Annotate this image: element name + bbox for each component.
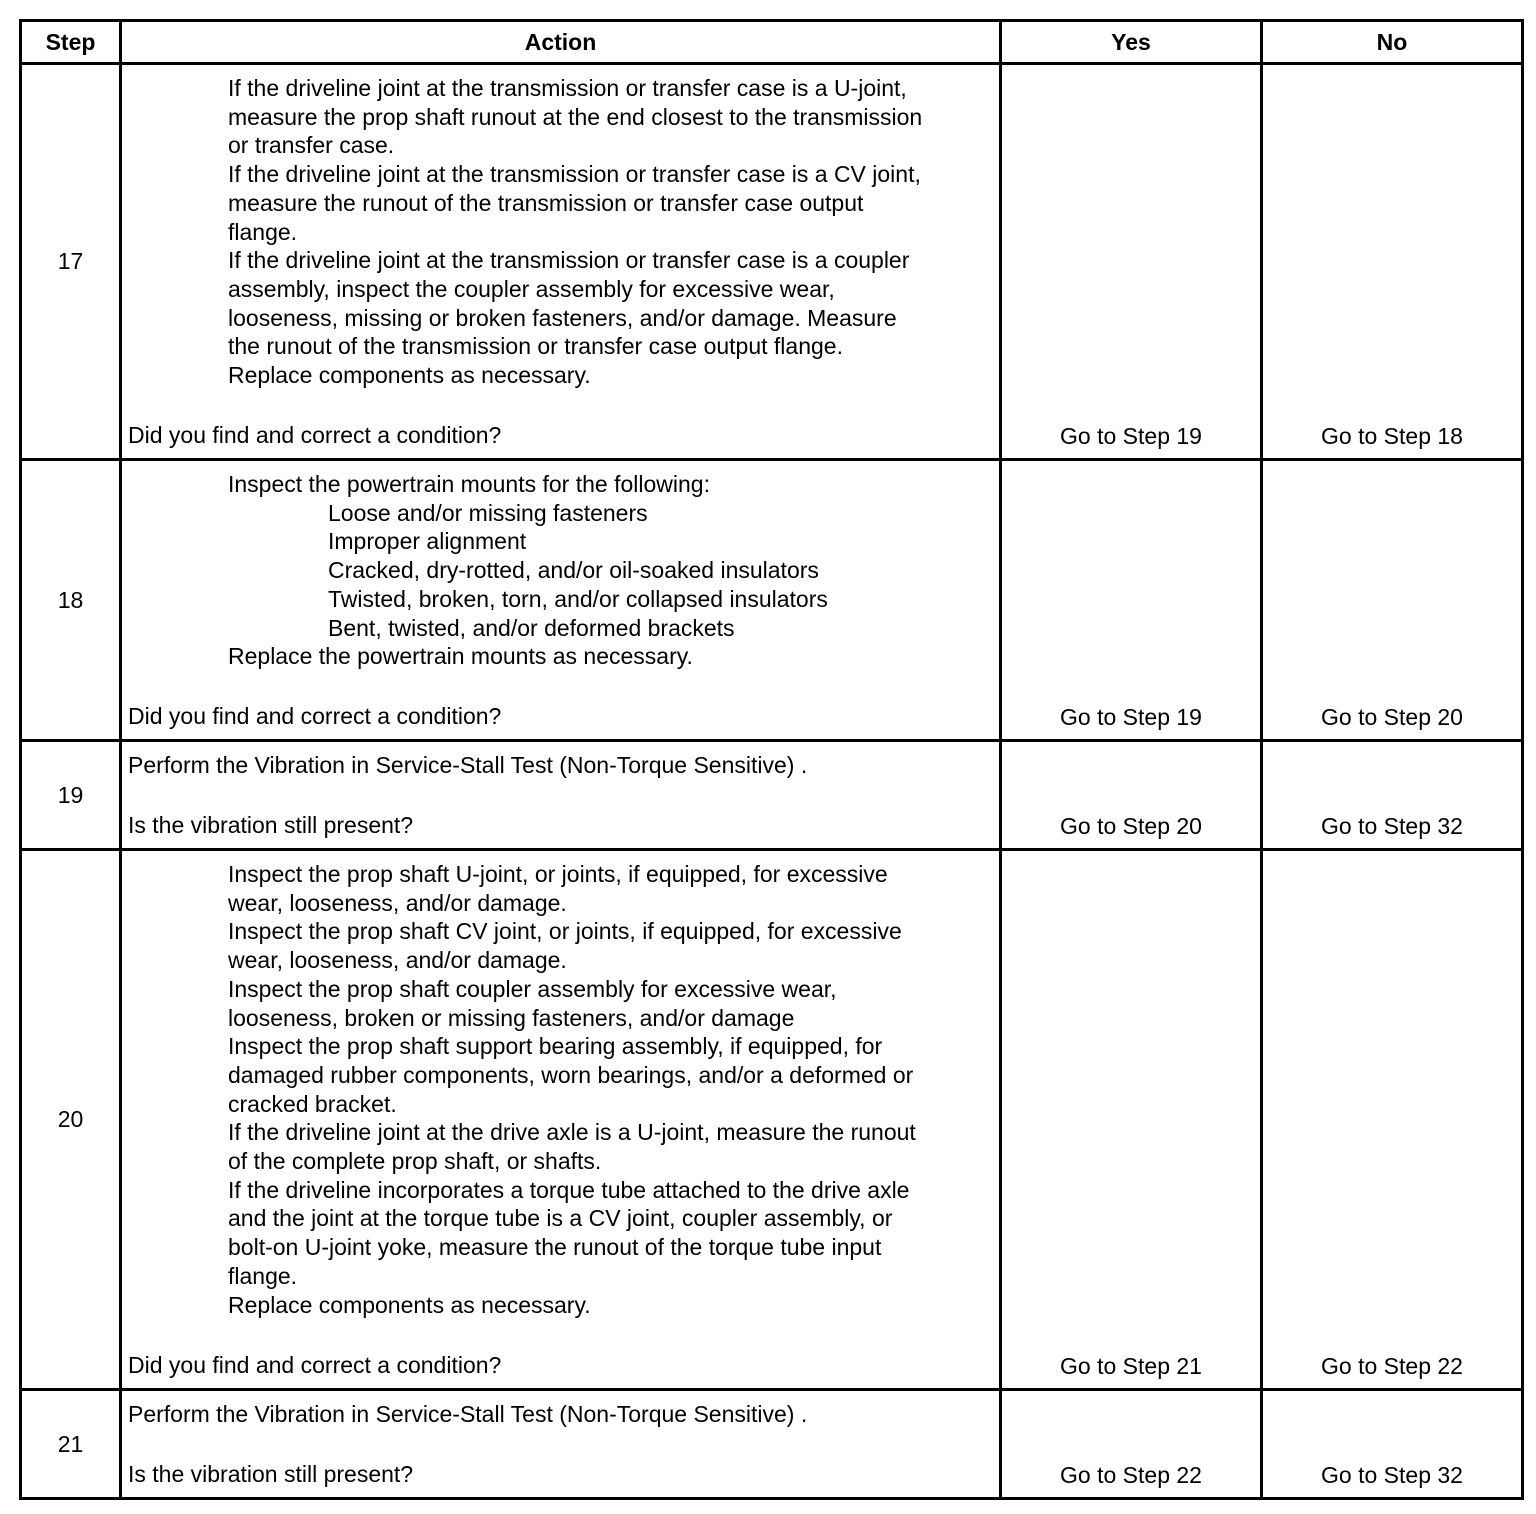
action-line: or transfer case. <box>228 132 395 159</box>
header-row <box>21 21 1523 64</box>
question-text: Did you find and correct a condition? <box>128 703 502 730</box>
action-cell <box>121 741 1001 850</box>
question-text: Is the vibration still present? <box>128 1461 414 1488</box>
action-paragraph <box>228 975 991 1032</box>
no-result: Go to Step 32 <box>1262 1390 1523 1499</box>
action-line: If the driveline joint at the transmission or transfer case is a U-joint, <box>228 75 907 101</box>
action-paragraph <box>228 1291 991 1320</box>
yes-result: Go to Step 22 <box>1001 1390 1262 1499</box>
table-row-step-20 <box>21 850 1523 1390</box>
action-paragraph <box>228 246 991 361</box>
yes-result: Go to Step 19 <box>1001 64 1262 460</box>
action-cell <box>121 1390 1001 1499</box>
action-line: Replace components as necessary. <box>228 1291 591 1318</box>
action-line: assembly, inspect the coupler assembly for excessive wear, <box>228 275 835 302</box>
action-line: If the driveline joint at the transmission or transfer case is a coupler <box>228 247 910 274</box>
action-text: Perform the Vibration in Service-Stall Test (Non-Torque Sensitive) . <box>128 752 808 778</box>
action-paragraph <box>228 860 991 917</box>
action-line: If the driveline incorporates a torque tube attached to the drive axle <box>228 1176 910 1203</box>
table-row-step-17 <box>21 64 1523 460</box>
diagnostic-table <box>19 19 1524 1500</box>
question-text: Did you find and correct a condition? <box>128 422 502 449</box>
action-line: cracked bracket. <box>228 1090 397 1117</box>
table-row-step-21 <box>21 1390 1523 1499</box>
action-line: looseness, broken or missing fasteners, and/or damage <box>228 1004 795 1031</box>
action-line: wear, looseness, and/or damage. <box>228 889 567 916</box>
action-line: Inspect the prop shaft CV joint, or joints, if equipped, for excessive <box>228 918 902 945</box>
step-number: 21 <box>21 1390 121 1499</box>
action-line: of the complete prop shaft, or shafts. <box>228 1148 602 1175</box>
action-paragraph <box>228 160 991 246</box>
action-intro: Inspect the powertrain mounts for the following: <box>228 471 710 497</box>
action-paragraph <box>228 1118 991 1175</box>
yes-result: Go to Step 21 <box>1001 850 1262 1390</box>
sub-item: Bent, twisted, and/or deformed brackets <box>328 614 735 641</box>
action-text: Perform the Vibration in Service-Stall Test (Non-Torque Sensitive) . <box>128 1401 808 1427</box>
diagnostic-table-container <box>19 19 1521 1500</box>
header-no: No <box>1262 21 1523 64</box>
action-cell <box>121 460 1001 741</box>
action-paragraph <box>228 1032 991 1118</box>
step-number: 17 <box>21 64 121 460</box>
action-paragraph <box>228 74 991 160</box>
action-line: Replace components as necessary. <box>228 362 591 389</box>
sub-item: Twisted, broken, torn, and/or collapsed insulators <box>328 585 828 612</box>
action-line: and the joint at the torque tube is a CV joint, coupler assembly, or <box>228 1205 893 1232</box>
no-result: Go to Step 22 <box>1262 850 1523 1390</box>
action-paragraph <box>228 361 991 390</box>
yes-result: Go to Step 19 <box>1001 460 1262 741</box>
action-line: wear, looseness, and/or damage. <box>228 947 567 974</box>
action-line: Inspect the prop shaft U-joint, or joints, if equipped, for excessive <box>228 861 888 887</box>
table-row-step-19 <box>21 741 1523 850</box>
yes-result: Go to Step 20 <box>1001 741 1262 850</box>
table-row-step-18 <box>21 460 1523 741</box>
action-cell <box>121 64 1001 460</box>
action-line: flange. <box>228 1262 298 1289</box>
action-line: Inspect the prop shaft coupler assembly for excessive wear, <box>228 975 837 1002</box>
sub-item: Cracked, dry-rotted, and/or oil-soaked insulators <box>328 557 819 584</box>
action-cell <box>121 850 1001 1390</box>
action-paragraph <box>228 917 991 974</box>
header-yes: Yes <box>1001 21 1262 64</box>
sub-item: Loose and/or missing fasteners <box>328 499 648 526</box>
step-number: 18 <box>21 460 121 741</box>
step-number: 20 <box>21 850 121 1390</box>
step-number: 19 <box>21 741 121 850</box>
no-result: Go to Step 32 <box>1262 741 1523 850</box>
action-line: the runout of the transmission or transfer case output flange. <box>228 333 843 360</box>
action-paragraph <box>228 1176 991 1291</box>
action-line: Inspect the prop shaft support bearing assembly, if equipped, for <box>228 1033 883 1060</box>
sub-item: Improper alignment <box>328 528 527 555</box>
action-line: looseness, missing or broken fasteners, and/or damage. Measure <box>228 304 897 331</box>
no-result: Go to Step 20 <box>1262 460 1523 741</box>
action-line: If the driveline joint at the drive axle is a U-joint, measure the runout <box>228 1119 916 1146</box>
action-line: measure the runout of the transmission or transfer case output <box>228 189 864 216</box>
no-result: Go to Step 18 <box>1262 64 1523 460</box>
action-line: measure the prop shaft runout at the end closest to the transmission <box>228 103 923 130</box>
action-line: flange. <box>228 218 298 245</box>
header-action: Action <box>121 21 1001 64</box>
question-text: Is the vibration still present? <box>128 812 414 839</box>
action-line: If the driveline joint at the transmission or transfer case is a CV joint, <box>228 161 921 188</box>
action-closing: Replace the powertrain mounts as necessary. <box>228 643 693 670</box>
question-text: Did you find and correct a condition? <box>128 1352 502 1379</box>
action-line: bolt-on U-joint yoke, measure the runout of the torque tube input <box>228 1234 882 1261</box>
header-step: Step <box>21 21 121 64</box>
action-line: damaged rubber components, worn bearings, and/or a deformed or <box>228 1061 914 1088</box>
